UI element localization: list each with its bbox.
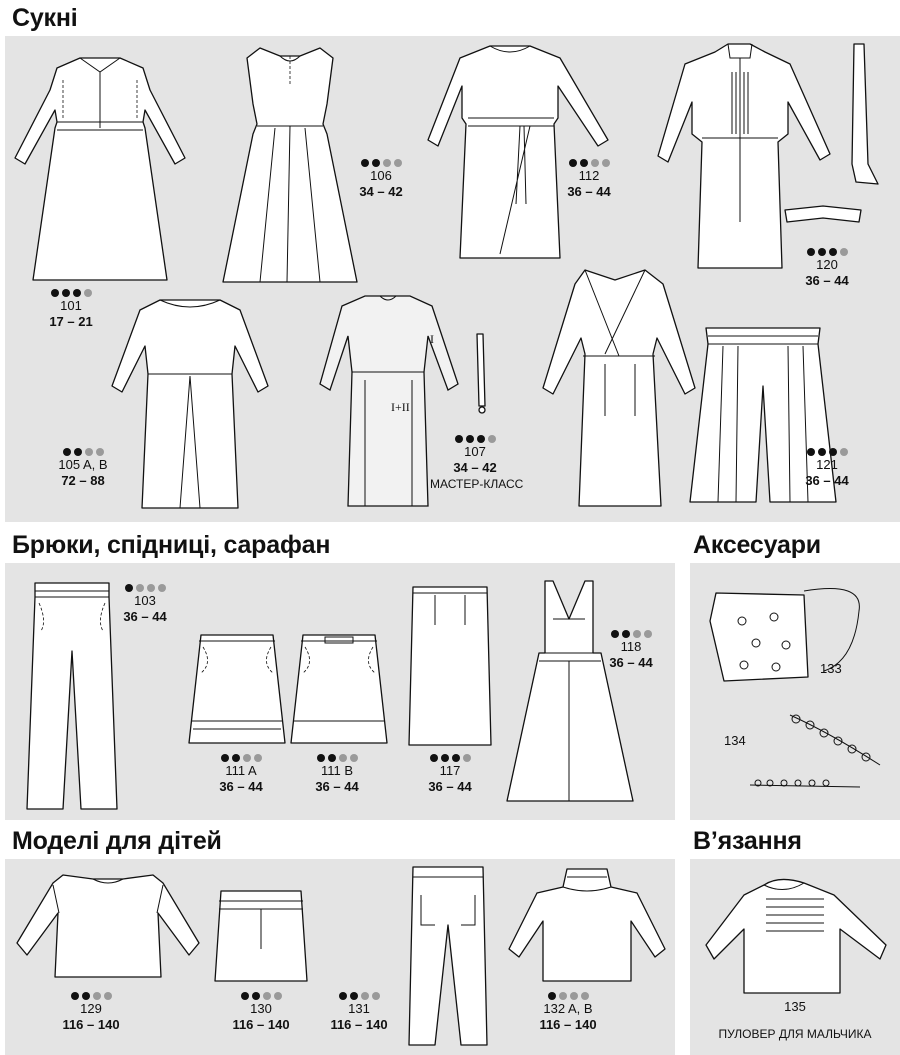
model-tag-105 [38,447,128,489]
trousers-panel [5,563,675,820]
skirt-111a-drawing [187,633,287,745]
model-tag-131 [314,991,404,1033]
model-tag-112 [544,158,634,200]
dress-121-drawing [545,266,705,511]
dresses-panel [5,36,900,522]
model-number: 130 [250,1001,272,1016]
model-sizes: 34 – 42 [453,460,497,475]
model-tag-120 [782,247,872,289]
model-tag-121 [782,447,872,489]
model-sizes: 116 – 140 [232,1017,290,1032]
model-sizes: 36 – 44 [805,473,849,488]
turtleneck-132-drawing [507,867,667,985]
sarafan-118-drawing [505,579,635,804]
pants-131-drawing [403,865,493,1050]
model-sizes: 34 – 42 [359,184,403,199]
dress-112-drawing [430,44,610,264]
model-tag-118 [586,629,676,671]
model-number: 101 [60,298,82,313]
model-number: 129 [80,1001,102,1016]
model-tag-117 [405,753,495,795]
section-title-kids: Моделі для дітей [12,827,222,855]
model-tag-130 [216,991,306,1033]
model-tag-111a [196,753,286,795]
bag-number: 133 [820,661,842,676]
dress-105-drawing [120,296,260,511]
model-tag-107 [430,434,524,492]
model-sizes: 116 – 140 [330,1017,388,1032]
belt-120-drawing [783,206,863,224]
skirt-117-drawing [405,585,495,750]
scarf-120-drawing [850,44,880,184]
model-sizes: 36 – 44 [219,779,263,794]
knitting-panel [690,859,900,1055]
model-sizes: 36 – 44 [428,779,472,794]
strap-107-drawing [471,334,491,416]
model-sizes: 17 – 21 [49,314,93,329]
master-class-label: МАСТЕР-КЛАСС [430,477,524,491]
blouse-129-drawing [13,873,203,983]
knit-model-number: 135 [784,999,806,1014]
model-number: 106 [370,168,392,183]
model-sizes: 36 – 44 [123,609,167,624]
model-number: 107 [464,444,486,459]
hairclips-134-drawing [750,713,890,803]
model-sizes: 36 – 44 [567,184,611,199]
lace-label-2: I+II [391,400,410,414]
knit-caption: ПУЛОВЕР ДЛЯ МАЛЬЧИКА [718,1027,872,1041]
section-title-accessories: Аксесуари [693,531,821,559]
kids-panel [5,859,675,1055]
model-number: 103 [134,593,156,608]
model-sizes: 116 – 140 [539,1017,597,1032]
model-sizes: 36 – 44 [315,779,359,794]
dress-120-drawing [660,42,835,272]
model-number: 111 A [225,763,257,778]
model-tag-132 [523,991,613,1033]
model-number: 121 [816,457,838,472]
section-title-knitting: В’язання [693,827,802,855]
model-number: 117 [439,763,461,778]
model-tag-111b [292,753,382,795]
section-title-trousers-skirts: Брюки, спідниці, сарафан [12,531,331,559]
section-title-dresses: Сукні [12,4,78,32]
model-number: 118 [620,639,642,654]
model-tag-103 [100,583,190,625]
accessories-panel [690,563,900,820]
model-sizes: 72 – 88 [61,473,105,488]
dress-101-drawing [25,50,175,285]
model-sizes: 36 – 44 [609,655,653,670]
skirt-111b-drawing [289,633,389,745]
model-number: 131 [348,1001,370,1016]
model-sizes: 116 – 140 [62,1017,120,1032]
model-number: 105 A, B [58,457,108,472]
hairclip-number: 134 [724,733,746,748]
model-number: 120 [816,257,838,272]
model-tag-129 [46,991,136,1033]
pullover-135-drawing [704,873,889,995]
model-number: 112 [578,168,600,183]
model-number: 132 A, B [543,1001,593,1016]
model-tag-101 [26,288,116,330]
model-sizes: 36 – 44 [805,273,849,288]
lace-label-1: I [430,332,434,346]
model-number: 111 B [320,763,354,778]
skirt-130-drawing [211,889,311,984]
model-tag-106 [336,158,426,200]
